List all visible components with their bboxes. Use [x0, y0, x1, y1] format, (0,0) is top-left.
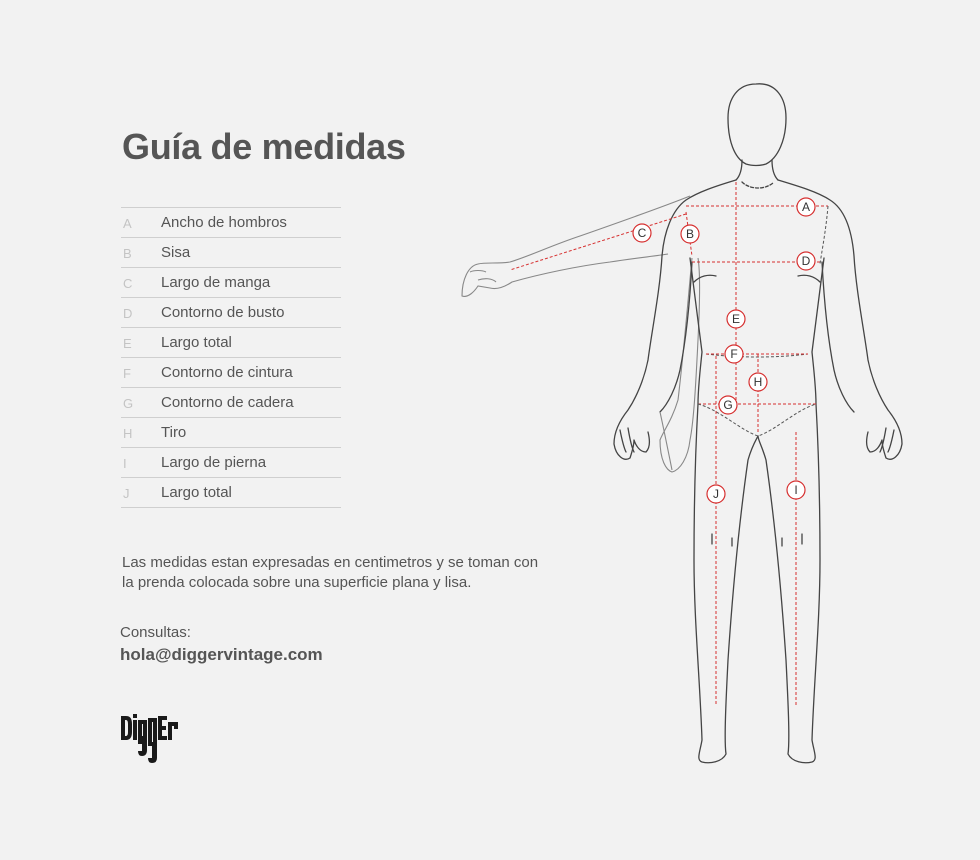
page-title: Guía de medidas [122, 126, 406, 167]
legend-label: Contorno de busto [161, 304, 285, 321]
legend-letter: B [123, 246, 132, 261]
svg-text:A: A [801, 200, 811, 214]
marker-a [797, 198, 815, 216]
legend-label: Largo de manga [161, 274, 271, 291]
legend-item [121, 328, 341, 358]
legend-letter: F [123, 366, 131, 381]
legend-label: Largo total [161, 484, 232, 501]
svg-text:D: D [801, 254, 811, 268]
legend-item [121, 418, 341, 448]
legend-label: Largo total [161, 334, 232, 351]
legend-item [121, 208, 341, 238]
legend-letter: D [123, 306, 133, 321]
svg-text:G: G [723, 398, 733, 412]
marker-e [727, 310, 745, 328]
marker-j [707, 485, 725, 503]
legend-item [121, 388, 341, 418]
marker-h [749, 373, 767, 391]
svg-text:H: H [753, 375, 763, 389]
svg-text:I: I [794, 483, 798, 497]
measurement-note: Las medidas estan expresadas en centimetros y se toman con la prenda colocada sobre una superficie plana y lisa. [122, 554, 539, 591]
legend-letter: J [123, 486, 130, 501]
marker-c [633, 224, 651, 242]
svg-text:F: F [730, 347, 738, 361]
legend-letter: G [123, 396, 134, 411]
svg-text:J: J [713, 487, 719, 501]
legend-item [121, 298, 341, 328]
mannequin-body [614, 84, 902, 763]
legend-item [121, 358, 341, 388]
legend-label: Contorno de cadera [161, 394, 294, 411]
legend-letter: C [123, 276, 133, 291]
legend-label: Largo de pierna [161, 454, 267, 471]
measurement-lines [510, 182, 828, 706]
legend-letter: I [123, 456, 127, 471]
contact-label: Consultas: [120, 624, 191, 641]
legend-item [121, 268, 341, 298]
contact-email-link[interactable]: hola@diggervintage.com [120, 645, 323, 664]
marker-b [681, 225, 699, 243]
measurement-legend [121, 207, 341, 508]
digger-logo [120, 708, 182, 764]
svg-text:B: B [685, 227, 695, 241]
legend-item [121, 478, 341, 508]
legend-letter: H [123, 426, 133, 441]
legend-label: Sisa [161, 244, 191, 261]
legend-label: Contorno de cintura [161, 364, 293, 381]
legend-label: Ancho de hombros [161, 214, 287, 231]
marker-f [725, 345, 743, 363]
mannequin-measurement-diagram [450, 70, 920, 780]
marker-i [787, 481, 805, 499]
legend-letter: A [123, 216, 132, 231]
legend-item [121, 238, 341, 268]
legend-letter: E [123, 336, 132, 351]
svg-text:C: C [637, 226, 647, 240]
marker-g [719, 396, 737, 414]
svg-text:E: E [731, 312, 741, 326]
marker-d [797, 252, 815, 270]
legend-label: Tiro [161, 424, 187, 441]
legend-item [121, 448, 341, 478]
